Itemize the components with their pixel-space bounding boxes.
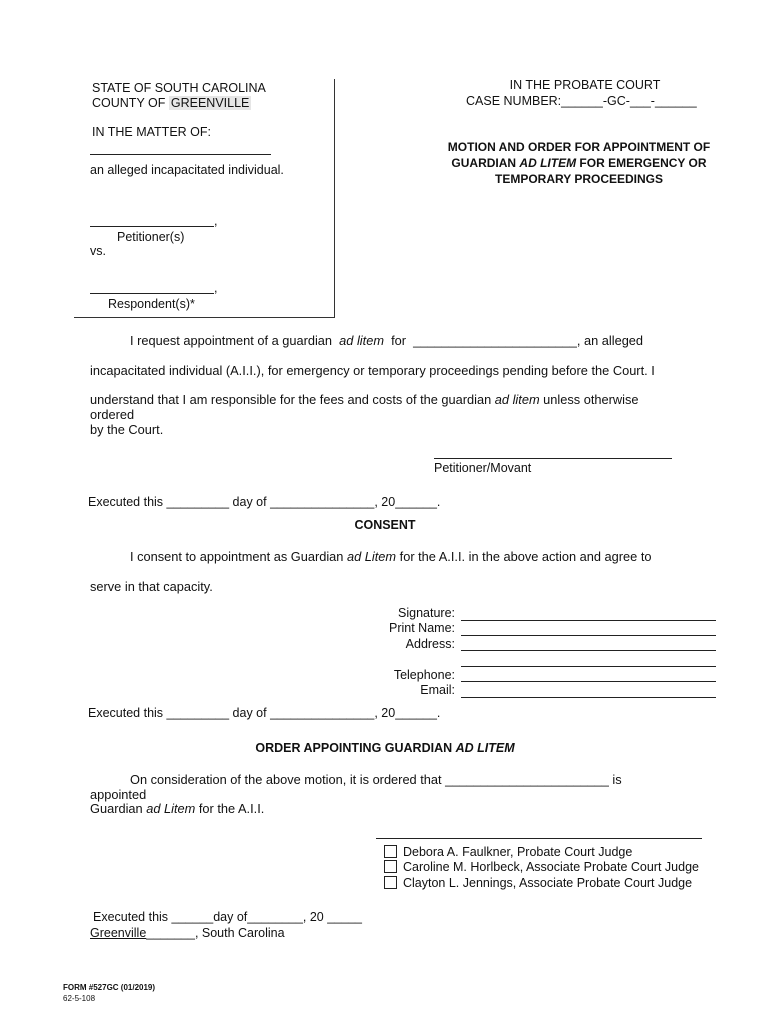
motion-line-2: incapacitated individual (A.I.I.), for emergency or temporary proceedings pending before the Court. I	[90, 363, 655, 378]
checkbox-horlbeck[interactable]	[384, 860, 397, 873]
motion-understand-text: understand that I am responsible for the fees and costs of the guardian	[90, 392, 492, 407]
consent-heading: CONSENT	[354, 518, 416, 532]
order-line-1	[90, 772, 680, 802]
order-heading-text: ORDER APPOINTING GUARDIAN	[255, 741, 453, 755]
county-field[interactable]: GREENVILLE	[170, 96, 250, 110]
county-label: COUNTY OF	[92, 96, 166, 110]
case-number-field[interactable]: CASE NUMBER:______-GC-___-______	[466, 94, 697, 108]
email-label: Email:	[420, 683, 455, 697]
email-field[interactable]	[461, 697, 716, 698]
consent-text: I consent to appointment as Guardian	[130, 549, 344, 564]
consent-agree-text: for the A.I.I. in the above action and agree to	[399, 549, 652, 564]
title-emergency: FOR EMERGENCY OR	[576, 156, 707, 170]
judge-option-horlbeck[interactable]	[384, 860, 699, 874]
motion-aii-name-field[interactable]: _______________________	[413, 333, 577, 348]
address-label: Address:	[405, 637, 455, 651]
order-heading	[200, 741, 570, 755]
court-label: IN THE PROBATE COURT	[509, 78, 661, 92]
checkbox-jennings[interactable]	[384, 876, 397, 889]
respondents-label: Respondent(s)*	[108, 297, 195, 311]
judge-option-faulkner[interactable]	[384, 845, 632, 859]
order-executed-field[interactable]: Executed this ______day of________, 20 _____	[93, 910, 362, 924]
order-place-state: _______, South Carolina	[146, 926, 285, 940]
form-number: FORM #527GC (01/2019)	[63, 983, 156, 992]
form-title-line-1: MOTION AND ORDER FOR APPOINTMENT OF	[447, 140, 711, 154]
order-place	[90, 926, 285, 940]
motion-request-text: I request appointment of a guardian	[130, 333, 333, 348]
respondent-comma: ,	[214, 281, 218, 295]
caption-divider	[334, 79, 335, 317]
telephone-label: Telephone:	[393, 668, 455, 682]
form-title-line-3: TEMPORARY PROCEEDINGS	[494, 172, 664, 186]
order-guardian-text: Guardian	[90, 801, 143, 816]
caption-bottom-rule	[74, 317, 335, 318]
signature-field[interactable]	[461, 620, 716, 621]
statute-code: 62-5-108	[63, 994, 96, 1003]
motion-line-4: by the Court.	[90, 422, 164, 437]
judge-name-horlbeck: Caroline M. Horlbeck, Associate Probate Court Judge	[403, 860, 699, 874]
form-title-line-2	[420, 156, 738, 170]
petitioner-comma: ,	[214, 214, 218, 228]
motion-line-3	[90, 392, 680, 422]
address-field-2[interactable]	[461, 666, 716, 667]
order-line-2	[90, 801, 680, 816]
consent-line-1	[90, 549, 680, 564]
motion-alleged-text: , an alleged	[576, 333, 644, 348]
judge-signature-field[interactable]	[376, 838, 702, 839]
address-field-1[interactable]	[461, 650, 716, 651]
motion-line-1	[90, 333, 680, 348]
matter-label: IN THE MATTER OF:	[92, 125, 211, 139]
judge-name-faulkner: Debora A. Faulkner, Probate Court Judge	[403, 845, 633, 859]
telephone-field[interactable]	[461, 681, 716, 682]
motion-ad-litem: ad litem	[339, 333, 384, 348]
print-name-field[interactable]	[461, 635, 716, 636]
order-ad-litem: ad Litem	[146, 801, 196, 816]
motion-unless-text: unless otherwise ordered	[90, 392, 639, 422]
matter-name-field[interactable]	[90, 154, 271, 155]
order-place-city[interactable]: Greenville	[90, 926, 147, 940]
petitioner-signature-field[interactable]	[434, 458, 672, 459]
judge-option-jennings[interactable]	[384, 876, 692, 890]
order-heading-ad-litem: AD LITEM	[455, 741, 515, 755]
order-aii-text: for the A.I.I.	[198, 801, 265, 816]
alleged-text: an alleged incapacitated individual.	[90, 163, 284, 177]
motion-executed-field[interactable]: Executed this _________ day of _______________, 20______.	[88, 495, 441, 509]
consent-line-2: serve in that capacity.	[90, 579, 213, 594]
title-guardian: GUARDIAN	[451, 156, 520, 170]
vs-label: vs.	[90, 244, 106, 258]
print-name-label: Print Name:	[389, 621, 455, 635]
consent-executed-field[interactable]: Executed this _________ day of _______________, 20______.	[88, 706, 441, 720]
checkbox-faulkner[interactable]	[384, 845, 397, 858]
title-ad-litem: AD LITEM	[519, 156, 577, 170]
motion-ad-litem-2: ad litem	[494, 392, 540, 407]
judge-name-jennings: Clayton L. Jennings, Associate Probate Court Judge	[403, 876, 693, 890]
order-appointed-text: On consideration of the above motion, it is ordered that _______________________ is appointed	[90, 772, 622, 802]
petitioners-label: Petitioner(s)	[117, 230, 185, 244]
state-label: STATE OF SOUTH CAROLINA	[92, 81, 266, 95]
county-line	[92, 96, 251, 110]
respondent-name-field[interactable]	[90, 293, 214, 294]
petitioner-movant-label: Petitioner/Movant	[434, 461, 532, 475]
petitioner-name-field[interactable]	[90, 226, 214, 227]
consent-ad-litem: ad Litem	[346, 549, 397, 564]
signature-label: Signature:	[398, 606, 455, 620]
motion-for-text: for	[391, 333, 407, 348]
